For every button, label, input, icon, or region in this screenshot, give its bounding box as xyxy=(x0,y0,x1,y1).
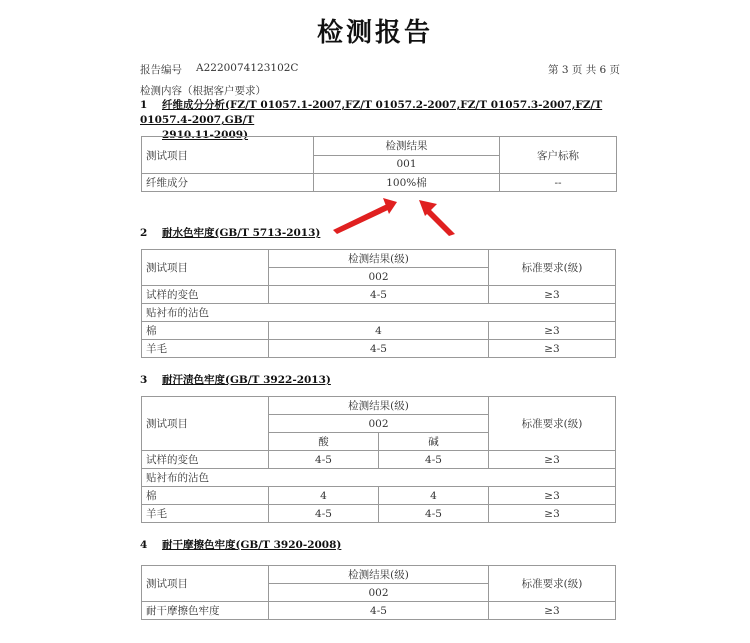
table-row xyxy=(142,286,616,304)
sweat-row-acid: 4 xyxy=(269,487,379,505)
table-row xyxy=(142,340,616,358)
sweat-header-acid: 酸 xyxy=(269,433,379,451)
rub-row-value: 4-5 xyxy=(269,602,489,620)
section-2-title: 耐水色牢度(GB/T 5713-2013) xyxy=(162,227,321,239)
annotation-arrows xyxy=(325,196,465,238)
table-row xyxy=(142,469,616,487)
sweat-row-label: 羊毛 xyxy=(142,505,269,523)
table-row xyxy=(142,304,616,322)
table-row xyxy=(142,505,616,523)
water-header-item: 测试项目 xyxy=(142,250,269,286)
table-row xyxy=(142,322,616,340)
dry-rubbing-table xyxy=(141,565,616,620)
fiber-header-client: 客户标称 xyxy=(500,137,617,174)
rub-row-label: 耐干摩擦色牢度 xyxy=(142,602,269,620)
sweat-header-alkali: 碱 xyxy=(379,433,489,451)
water-row-std: ≥3 xyxy=(489,340,616,358)
water-row-label: 羊毛 xyxy=(142,340,269,358)
sweat-row-std: ≥3 xyxy=(489,487,616,505)
perspiration-fastness-table xyxy=(141,396,616,523)
fiber-table xyxy=(141,136,617,192)
water-header-std: 标准要求(级) xyxy=(489,250,616,286)
section-1-title-line1: 纤维成分分析(FZ/T 01057.1-2007,FZ/T 01057.2-2007,FZ/T 01057.3-2007,FZ/T 01057.4-2007,GB/T xyxy=(140,99,603,126)
fiber-row-client: -- xyxy=(500,174,617,192)
sweat-header-result: 检测结果(级) xyxy=(269,397,489,415)
report-number-label: 报告编号 xyxy=(140,64,182,76)
table-row xyxy=(142,487,616,505)
water-row-label: 贴衬布的沾色 xyxy=(142,304,616,322)
water-sample-id: 002 xyxy=(269,268,489,286)
arrow-right-icon xyxy=(419,200,455,236)
sweat-row-std: ≥3 xyxy=(489,505,616,523)
water-row-value: 4-5 xyxy=(269,286,489,304)
fiber-sample-id: 001 xyxy=(314,155,500,174)
sweat-row-label: 棉 xyxy=(142,487,269,505)
water-row-std: ≥3 xyxy=(489,286,616,304)
sweat-header-item: 测试项目 xyxy=(142,397,269,451)
report-title: 检测报告 xyxy=(316,18,433,48)
rub-row-std: ≥3 xyxy=(489,602,616,620)
report-number: A2220074123102C xyxy=(196,62,299,74)
test-content-label: 检测内容（根据客户要求） xyxy=(140,85,266,97)
section-3-heading xyxy=(140,373,331,388)
rub-sample-id: 002 xyxy=(269,584,489,602)
rub-header-std: 标准要求(级) xyxy=(489,566,616,602)
water-row-std: ≥3 xyxy=(489,322,616,340)
sweat-row-acid: 4-5 xyxy=(269,451,379,469)
section-2-number: 2 xyxy=(140,227,148,239)
arrow-left-icon xyxy=(333,198,397,234)
water-header-result: 检测结果(级) xyxy=(269,250,489,268)
section-4-number: 4 xyxy=(140,539,148,551)
sweat-row-alkali: 4 xyxy=(379,487,489,505)
sweat-row-acid: 4-5 xyxy=(269,505,379,523)
section-3-number: 3 xyxy=(140,374,148,386)
page-indicator: 第 3 页 共 6 页 xyxy=(548,64,621,76)
sweat-header-std: 标准要求(级) xyxy=(489,397,616,451)
sweat-sample-id: 002 xyxy=(269,415,489,433)
fiber-row-value: 100%棉 xyxy=(314,174,500,192)
sweat-row-alkali: 4-5 xyxy=(379,451,489,469)
section-1-number: 1 xyxy=(140,99,148,111)
fiber-header-item: 测试项目 xyxy=(142,137,314,174)
section-4-title: 耐干摩擦色牢度(GB/T 3920-2008) xyxy=(162,539,342,551)
table-row xyxy=(142,451,616,469)
sweat-row-label: 试样的变色 xyxy=(142,451,269,469)
water-row-label: 试样的变色 xyxy=(142,286,269,304)
section-4-heading xyxy=(140,538,341,553)
water-row-label: 棉 xyxy=(142,322,269,340)
table-row xyxy=(142,602,616,620)
water-row-value: 4-5 xyxy=(269,340,489,358)
section-3-title: 耐汗渍色牢度(GB/T 3922-2013) xyxy=(162,374,331,386)
fiber-header-result: 检测结果 xyxy=(314,137,500,156)
section-2-heading xyxy=(140,226,320,241)
fiber-row-label: 纤维成分 xyxy=(142,174,314,192)
rub-header-item: 测试项目 xyxy=(142,566,269,602)
rub-header-result: 检测结果(级) xyxy=(269,566,489,584)
sweat-row-std: ≥3 xyxy=(489,451,616,469)
water-fastness-table xyxy=(141,249,616,358)
sweat-row-alkali: 4-5 xyxy=(379,505,489,523)
water-row-value: 4 xyxy=(269,322,489,340)
sweat-row-label: 贴衬布的沾色 xyxy=(142,469,616,487)
section-1-title-line2: 2910.11-2009) xyxy=(162,129,249,141)
